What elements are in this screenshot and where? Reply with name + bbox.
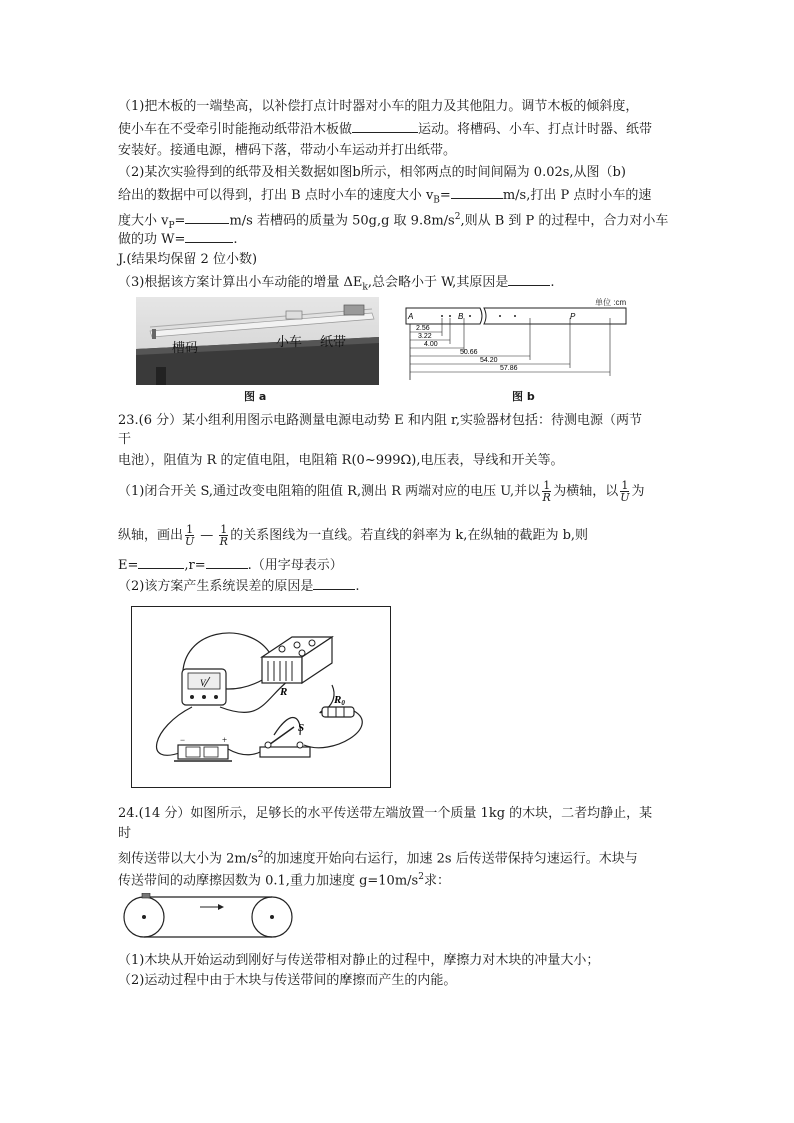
- q22-p3-dot: .: [550, 275, 555, 290]
- q23-line4-end: 为: [631, 484, 645, 499]
- fraction-1-over-u-b: [185, 524, 194, 547]
- q22-vp-end: ,则从 B 到 P 的过程中，合力对小车: [460, 213, 669, 229]
- q22-p3-text: （3)根据该方案计算出小车动能的增量 ΔE: [118, 275, 363, 290]
- q22-work-dot: .: [233, 232, 238, 247]
- q24-line1: 24.(14 分）如图所示，足够长的水平传送带左端放置一个质量 1kg 的木块，二者均静止，某: [118, 806, 653, 821]
- figure-a-caption: 图 a: [244, 390, 267, 403]
- figure-b-tape: [400, 296, 630, 386]
- q22-vp-eq: =: [174, 213, 186, 229]
- q22-vp-mid: m/s 若槽码的质量为 50g,g 取 9.8m/s: [229, 213, 455, 229]
- fraction-numerator: 1: [186, 523, 194, 536]
- battery-plus-label: +: [222, 735, 228, 745]
- right-pulley-axle: [270, 915, 274, 919]
- fraction-denominator: U: [185, 535, 195, 548]
- label-cart: 小车: [276, 335, 303, 350]
- q23-line3: 电池），阻值为 R 的定值电阻，电阻箱 R(0~999Ω),电压表，导线和开关等。: [118, 453, 564, 468]
- q23-line5-end: 的关系图线为一直线。若直线的斜率为 k,在纵轴的截距为 b,则: [230, 528, 589, 543]
- dim-label-4: 50.66: [460, 349, 478, 356]
- dim-label-2: 3.22: [418, 333, 432, 340]
- q22-vb-eq: =: [439, 188, 451, 203]
- fraction-numerator: 1: [621, 479, 629, 492]
- q22-p3-mid: ,总会略小于 W,其原因是: [367, 275, 509, 290]
- cart-body: [286, 311, 302, 319]
- fraction-numerator: 1: [220, 523, 228, 536]
- conveyor-belt-figure: [120, 893, 300, 941]
- resistance-box-icon: [262, 637, 332, 683]
- figure-a-photo: [136, 297, 379, 385]
- answer-blank-error[interactable]: [313, 577, 355, 590]
- q22-vp-sub: P: [168, 220, 175, 231]
- q22-p2-line1: （2)某次实验得到的纸带及相关数据如图b所示，相邻两点的时间间隔为 0.02s,从图（b): [118, 165, 626, 180]
- q22-work-text: 做的功 W=: [118, 232, 186, 247]
- q23-line4-start: （1)闭合开关 S,通过改变电阻箱的阻值 R,测出 R 两端对应的电压 U,并以: [118, 484, 541, 499]
- tape-dot: [499, 315, 501, 317]
- left-pulley-axle: [142, 915, 146, 919]
- answer-blank-vb[interactable]: [451, 186, 503, 199]
- q22-vp-sup: 2: [454, 212, 461, 222]
- dim-label-1: 2.56: [416, 325, 430, 332]
- figure-b-caption: 图 b: [512, 390, 535, 403]
- q24-line4-sup: 2: [418, 872, 424, 882]
- fixed-resistor-icon: [322, 707, 354, 717]
- q22-p2-line2: [118, 186, 651, 210]
- q22-p1-line2-start: 使小车在不受牵引时能拖动纸带沿木板做: [118, 122, 353, 137]
- q24-subq2: （2)运动过程中由于木块与传送带间的摩擦而产生的内能。: [118, 973, 457, 988]
- battery-icon: [174, 745, 232, 761]
- q23-line2: 干: [118, 432, 132, 447]
- q22-vb-text: 给出的数据中可以得到，打出 B 点时小车的速度大小 v: [118, 188, 434, 203]
- q23-line5: [118, 524, 588, 547]
- wooden-block: [142, 893, 150, 898]
- fraction-denominator: U: [620, 491, 630, 504]
- label-tape: 纸带: [320, 335, 347, 350]
- answer-blank-reason[interactable]: [508, 273, 550, 286]
- battery-minus-label: −: [180, 735, 186, 745]
- tape-dot: [449, 315, 451, 317]
- q23-line5-start: 纵轴，画出: [118, 528, 184, 543]
- dim-label-6: 57.86: [500, 365, 518, 372]
- q24-line3-sup: 2: [257, 850, 264, 860]
- tape-unit-label: 单位 :cm: [595, 298, 627, 307]
- q22-vb-sub: B: [433, 195, 440, 206]
- fraction-denominator: R: [219, 535, 228, 548]
- q22-p2-line4: [118, 230, 238, 249]
- q23-line4: [118, 480, 645, 503]
- q23-line7-text: （2)该方案产生系统误差的原因是: [118, 579, 314, 594]
- fraction-numerator: 1: [543, 479, 551, 492]
- timer-block: [344, 305, 364, 315]
- switch-label: S: [298, 722, 305, 734]
- q24-line4-start: 传送带间的动摩擦因数为 0.1,重力加速度 g=10m/s: [118, 873, 419, 889]
- q23-e-label: E=: [118, 558, 139, 573]
- point-a-label: A: [408, 312, 414, 321]
- label-weights: 槽码: [172, 341, 199, 356]
- weight-hanger: [152, 329, 156, 339]
- q23-line4-mid: 为横轴，以: [553, 484, 619, 499]
- point-p-label: P: [570, 312, 576, 321]
- resistance-box-label: R: [280, 686, 288, 698]
- answer-blank-motion[interactable]: [352, 120, 418, 133]
- q24-line4: [118, 868, 450, 890]
- point-b-label: B: [458, 312, 464, 321]
- q23-r-label: ,r=: [184, 558, 206, 573]
- tape-dot: [441, 315, 443, 317]
- answer-blank-vp[interactable]: [185, 211, 229, 224]
- q23-line6-end: .（用字母表示）: [247, 558, 343, 573]
- q24-subq1: （1)木块从开始运动到刚好与传送带相对静止的过程中，摩擦力对木块的冲量大小；: [118, 953, 600, 968]
- dim-label-3: 4.00: [424, 341, 438, 348]
- answer-blank-work[interactable]: [185, 230, 233, 243]
- q22-vb-end: m/s,打出 P 点时小车的速: [502, 188, 652, 203]
- q22-p2-line5: J.(结果均保留 2 位小数): [118, 252, 258, 267]
- q23-line5-dash: —: [200, 528, 214, 543]
- answer-blank-r[interactable]: [206, 556, 248, 569]
- circuit-diagram: [132, 607, 390, 787]
- fraction-denominator: R: [542, 491, 551, 504]
- fraction-1-over-r: [542, 480, 551, 503]
- circuit-figure: [131, 606, 391, 788]
- q22-p3-sub: k: [362, 282, 368, 293]
- tape-dot: [514, 315, 516, 317]
- q22-p1-line1: （1)把木板的一端垫高，以补偿打点计时器对小车的阻力及其他阻力。调节木板的倾斜度，: [118, 99, 639, 114]
- q24-line3-start: 刻传送带以大小为 2m/s: [118, 851, 258, 867]
- table-leg: [156, 367, 166, 385]
- q24-line2: 时: [118, 826, 132, 841]
- voltmeter-label: V: [200, 678, 206, 688]
- q22-p1-line2: [118, 120, 652, 139]
- q22-p3-line: [118, 273, 554, 297]
- fixed-resistor-label: R0: [334, 694, 345, 707]
- answer-blank-e[interactable]: [138, 556, 184, 569]
- tape-dot: [469, 315, 471, 317]
- q22-p1-line3: 安装好。接通电源，槽码下落，带动小车运动并打出纸带。: [118, 143, 457, 158]
- q22-vp-text: 度大小 v: [118, 213, 169, 229]
- dim-label-5: 54.20: [480, 357, 498, 364]
- q23-line7: [118, 577, 359, 596]
- q23-line6: [118, 556, 343, 575]
- q22-p1-line2-end: 运动。将槽码、小车、打点计时器、纸带: [418, 122, 653, 137]
- arrow-head-icon: [218, 904, 224, 910]
- q24-line3-end: 的加速度开始向右运行，加速 2s 后传送带保持匀速运行。木块与: [263, 851, 638, 867]
- q23-line7-dot: .: [355, 579, 360, 594]
- q24-line3: [118, 846, 638, 868]
- tape-strip-right: [484, 308, 626, 324]
- fraction-1-over-u: [620, 480, 629, 503]
- q24-line4-end: 求：: [423, 873, 450, 889]
- q23-line1: 23.(6 分）某小组利用图示电路测量电源电动势 E 和内阻 r,实验器材包括：待测电源（两节: [118, 413, 642, 428]
- fraction-1-over-r-b: [219, 524, 228, 547]
